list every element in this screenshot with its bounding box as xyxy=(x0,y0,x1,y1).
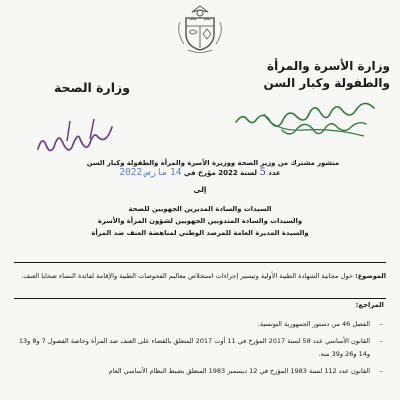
divider xyxy=(14,298,386,299)
divider xyxy=(14,262,386,263)
to-label: إلى xyxy=(193,185,207,194)
subject-label: الموضوع: xyxy=(355,272,386,280)
reference-item: - الفصل 46 من دستور الجمهورية التونسية. xyxy=(257,320,382,328)
references-label: المراجع: xyxy=(355,301,384,309)
ministry-family-line2: والطفولة وكبار السن xyxy=(263,76,390,90)
subject-text: حول مجانية الشهادة الطبية الأولية وتيسير إجراءات استخلاص معاليم الفحوصات الطبية والإقامة لفائدة النساء ضحايا العنف. xyxy=(21,272,353,280)
addressees-block xyxy=(40,203,360,239)
circular-title: منشور مشترك من وزير الصحة ووزيرة الأسرة والمرأة والطفولة وكبار السن xyxy=(86,159,340,167)
circular-date-year: 2022 xyxy=(119,167,143,178)
addressee-line: والسيدة المديرة العامة للمرصد الوطني لمناهضة العنف ضد المرأة xyxy=(91,229,309,237)
circular-year-text: لسنة 2022 مؤرخ في xyxy=(183,169,257,177)
subject-block xyxy=(20,270,386,283)
circular-date-month: مارس xyxy=(144,167,168,178)
circular-number-prefix: عدد xyxy=(268,169,281,177)
ministry-health-header: وزارة الصحة xyxy=(53,80,130,95)
circular-number-value: 5 xyxy=(259,167,266,178)
coat-of-arms-icon xyxy=(172,2,228,54)
signature-purple-image xyxy=(34,115,118,153)
addressee-line: السيدات والسادة المديرين الجهويين للصحة xyxy=(128,205,272,213)
signature-green-image xyxy=(234,94,382,138)
circular-date-day: 14 xyxy=(169,167,182,178)
addressee-line: والسيدات والسادة المندوبين الجهويين لشؤون المرأة والأسرة xyxy=(97,217,303,225)
reference-item: - القانون عدد 112 لسنة 1983 المؤرخ في 12 ديسمبر 1983 المتعلق بضبط النظام الأساسي العام xyxy=(108,367,382,375)
ministry-family-line1: وزارة الأسرة والمرأة xyxy=(266,59,390,73)
ministry-family-header xyxy=(210,58,390,92)
references-list xyxy=(16,318,384,382)
circular-number-line xyxy=(60,167,340,178)
reference-item: - القانون الأساسي عدد 58 لسنة 2017 المؤرخ في 11 أوت 2017 المتعلق بالقضاء على العنف ضد المرأة وخاصة الفصول 7 و8 و13 و14 و26 و39 منه. xyxy=(18,337,382,358)
